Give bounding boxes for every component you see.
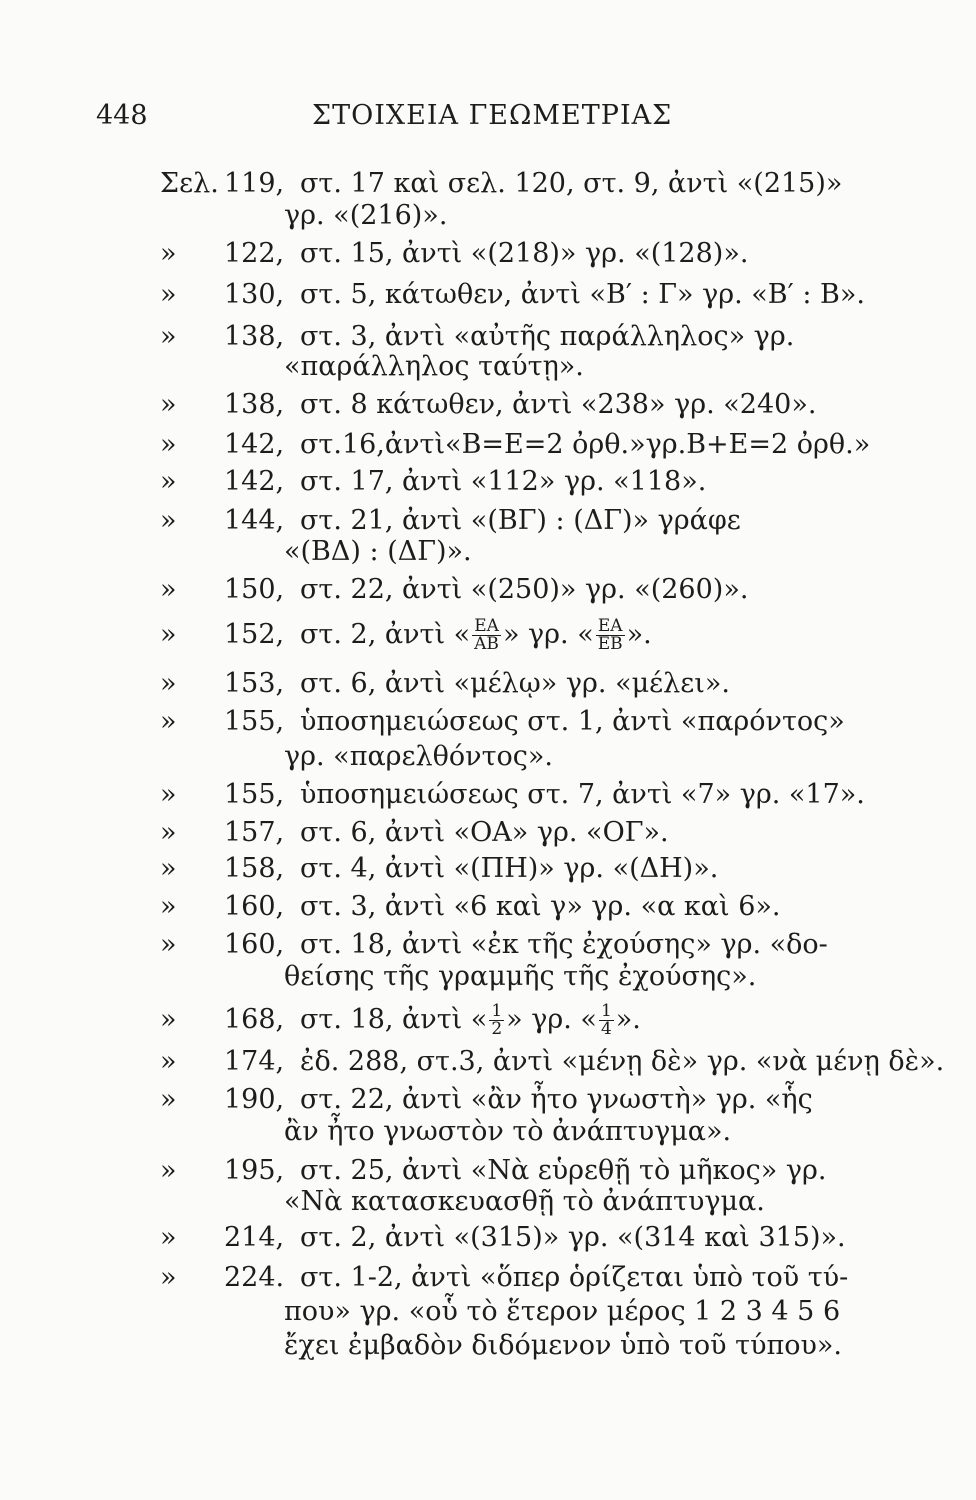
errata-continuation: [0, 1182, 976, 1222]
text-segment: » γρ. «: [506, 1004, 597, 1035]
entry-mark: »: [160, 321, 177, 352]
entry-mark: »: [160, 429, 177, 460]
entry-page: 214,: [224, 1222, 285, 1253]
fraction-denominator: ΕΒ: [597, 634, 623, 654]
errata-entry: [0, 462, 976, 502]
entry-page: 224.: [224, 1262, 285, 1293]
entry-continuation: «παράλληλος ταύτῃ».: [284, 351, 584, 382]
entry-continuation: «Νὰ κατασκευασθῇ τὸ ἀνάπτυγμα.: [284, 1186, 765, 1217]
fraction-numerator: ΕΑ: [596, 618, 625, 636]
errata-entry: [0, 702, 976, 742]
errata-entry: [0, 425, 976, 465]
errata-continuation: [0, 957, 976, 997]
entry-page: 155,: [224, 706, 285, 737]
entry-mark: »: [160, 389, 177, 420]
entry-mark: »: [160, 279, 177, 310]
entry-text: στ. 5, κάτωθεν, ἀντὶ «Β′ : Γ» γρ. «Β′ : Β».: [300, 279, 865, 310]
entry-page: 160,: [224, 891, 285, 922]
errata-entry: [0, 849, 976, 889]
errata-entry: [0, 234, 976, 274]
entry-page: 150,: [224, 574, 285, 605]
errata-continuation: [0, 196, 976, 236]
entry-mark: »: [160, 853, 177, 884]
errata-entry: [0, 813, 976, 853]
errata-entry: [0, 615, 976, 655]
entry-mark: »: [160, 574, 177, 605]
entry-mark: »: [160, 619, 177, 650]
entry-text: στ. 17, ἀντὶ «112» γρ. «118».: [300, 466, 707, 497]
entry-mark: »: [160, 929, 177, 960]
errata-entry: [0, 775, 976, 815]
entry-mark: »: [160, 1155, 177, 1186]
running-title: ΣΤΟΙΧΕΙΑ ΓΕΩΜΕΤΡΙΑΣ: [312, 100, 673, 131]
entry-text: στ. 21, ἀντὶ «(ΒΓ) : (ΔΓ)» γράφε: [300, 505, 741, 536]
text-segment: στ. 18, ἀντὶ «: [300, 1004, 488, 1035]
fraction: [472, 618, 501, 653]
fraction-denominator: ΑΒ: [474, 634, 499, 654]
fraction: [596, 618, 625, 653]
entry-text: στ. 1-2, ἀντὶ «ὅπερ ὁρίζεται ὑπὸ τοῦ τύ-: [300, 1262, 849, 1293]
entry-continuation: γρ. «παρελθόντος».: [284, 741, 553, 772]
text-segment: ».: [626, 619, 652, 650]
entry-page: 195,: [224, 1155, 285, 1186]
errata-continuation: [0, 532, 976, 572]
fraction: [599, 1003, 614, 1038]
entry-continuation: που» γρ. «οὗ τὸ ἕτερον μέρος 1 2 3 4 5 6: [284, 1296, 841, 1327]
entry-text: στ. 6, ἀντὶ «ΟΑ» γρ. «ΟΓ».: [300, 817, 669, 848]
errata-entry: [0, 1000, 976, 1040]
entry-mark: »: [160, 817, 177, 848]
entry-text: στ. 22, ἀντὶ «(250)» γρ. «(260)».: [300, 574, 749, 605]
entry-page: 174,: [224, 1046, 285, 1077]
entry-text: στ. 6, ἀντὶ «μέλῳ» γρ. «μέλει».: [300, 668, 730, 699]
entry-mark: »: [160, 779, 177, 810]
entry-text: ὑποσημειώσεως στ. 7, ἀντὶ «7» γρ. «17».: [300, 779, 865, 810]
fraction-denominator: 2: [491, 1019, 503, 1039]
errata-entry: [0, 664, 976, 704]
entry-mark: »: [160, 1046, 177, 1077]
entry-text: ὑποσημειώσεως στ. 1, ἀντὶ «παρόντος»: [300, 706, 845, 737]
entry-page: 157,: [224, 817, 285, 848]
entry-page: 142,: [224, 466, 285, 497]
fraction-numerator: 1: [600, 1001, 612, 1021]
entry-page: 155,: [224, 779, 285, 810]
entry-text: στ. 3, ἀντὶ «αὐτῆς παράλληλος» γρ.: [300, 321, 795, 352]
entry-mark: »: [160, 505, 177, 536]
errata-entry: [0, 887, 976, 927]
errata-entry: [0, 570, 976, 610]
fraction-numerator: 1: [491, 1001, 503, 1021]
fraction: [489, 1003, 504, 1038]
entry-text: στ. 22, ἀντὶ «ἂν ἦτο γνωστὴ» γρ. «ἧς: [300, 1084, 813, 1115]
text-segment: ».: [615, 1004, 641, 1035]
text-segment: στ. 2, ἀντὶ «: [300, 619, 471, 650]
entry-text: στ. 2, ἀντὶ «(315)» γρ. «(314 καὶ 315)».: [300, 1222, 846, 1253]
text-segment: » γρ. «: [502, 619, 594, 650]
entry-page: 142,: [224, 429, 285, 460]
entry-page: 122,: [224, 238, 285, 269]
entry-text: [300, 615, 652, 655]
entry-text: στ. 18, ἀντὶ «ἐκ τῆς ἐχούσης» γρ. «δο-: [300, 929, 828, 960]
entry-page: 119,: [224, 168, 285, 199]
errata-continuation: [0, 1112, 976, 1152]
entry-page: 130,: [224, 279, 285, 310]
page-number: 448: [96, 100, 148, 131]
entry-mark: »: [160, 1084, 177, 1115]
errata-continuation: [0, 1326, 976, 1366]
entry-text: στ. 17 καὶ σελ. 120, στ. 9, ἀντὶ «(215)»: [300, 168, 843, 199]
entry-continuation: «(ΒΔ) : (ΔΓ)».: [284, 536, 472, 567]
entry-page: 153,: [224, 668, 285, 699]
entry-mark: »: [160, 668, 177, 699]
entry-continuation: ἂν ἦτο γνωστὸν τὸ ἀνάπτυγμα».: [284, 1116, 732, 1147]
entry-continuation: ἔχει ἐμβαδὸν διδόμενον ὑπὸ τοῦ τύπου».: [284, 1330, 842, 1361]
entry-continuation: θείσης τῆς γραμμῆς τῆς ἐχούσης».: [284, 961, 757, 992]
entry-mark: »: [160, 238, 177, 269]
entry-text: ἐδ. 288, στ.3, ἀντὶ «μένῃ δὲ» γρ. «νὰ μένῃ δὲ».: [300, 1046, 945, 1077]
entry-page: 168,: [224, 1004, 285, 1035]
entry-text: στ. 3, ἀντὶ «6 καὶ γ» γρ. «α καὶ 6».: [300, 891, 781, 922]
entry-mark: »: [160, 1222, 177, 1253]
entry-page: 138,: [224, 389, 285, 420]
entry-page: 138,: [224, 321, 285, 352]
entry-page: 152,: [224, 619, 285, 650]
errata-entry: [0, 1042, 976, 1082]
entry-mark: »: [160, 1262, 177, 1293]
entry-text: στ. 25, ἀντὶ «Νὰ εὑρεθῇ τὸ μῆκος» γρ.: [300, 1155, 827, 1186]
fraction-denominator: 4: [600, 1019, 612, 1039]
entry-page: 160,: [224, 929, 285, 960]
entry-text: [300, 1000, 641, 1040]
entry-mark: »: [160, 706, 177, 737]
entry-continuation: γρ. «(216)».: [284, 200, 448, 231]
errata-entry: [0, 1218, 976, 1258]
entry-text: στ.16,ἀντὶ«Β=Ε=2 ὀρθ.»γρ.Β+Ε=2 ὀρθ.»: [300, 429, 871, 460]
entry-mark: Σελ.: [160, 168, 219, 199]
errata-continuation: [0, 347, 976, 387]
fraction-numerator: ΕΑ: [472, 618, 501, 636]
entry-text: στ. 15, ἀντὶ «(218)» γρ. «(128)».: [300, 238, 749, 269]
entry-page: 144,: [224, 505, 285, 536]
errata-continuation: [0, 737, 976, 777]
entry-mark: »: [160, 466, 177, 497]
entry-text: στ. 8 κάτωθεν, ἀντὶ «238» γρ. «240».: [300, 389, 817, 420]
entry-text: στ. 4, ἀντὶ «(ΠΗ)» γρ. «(ΔΗ)».: [300, 853, 719, 884]
entry-mark: »: [160, 1004, 177, 1035]
errata-entry: [0, 385, 976, 425]
entry-mark: »: [160, 891, 177, 922]
entry-page: 158,: [224, 853, 285, 884]
errata-entry: [0, 275, 976, 315]
entry-page: 190,: [224, 1084, 285, 1115]
